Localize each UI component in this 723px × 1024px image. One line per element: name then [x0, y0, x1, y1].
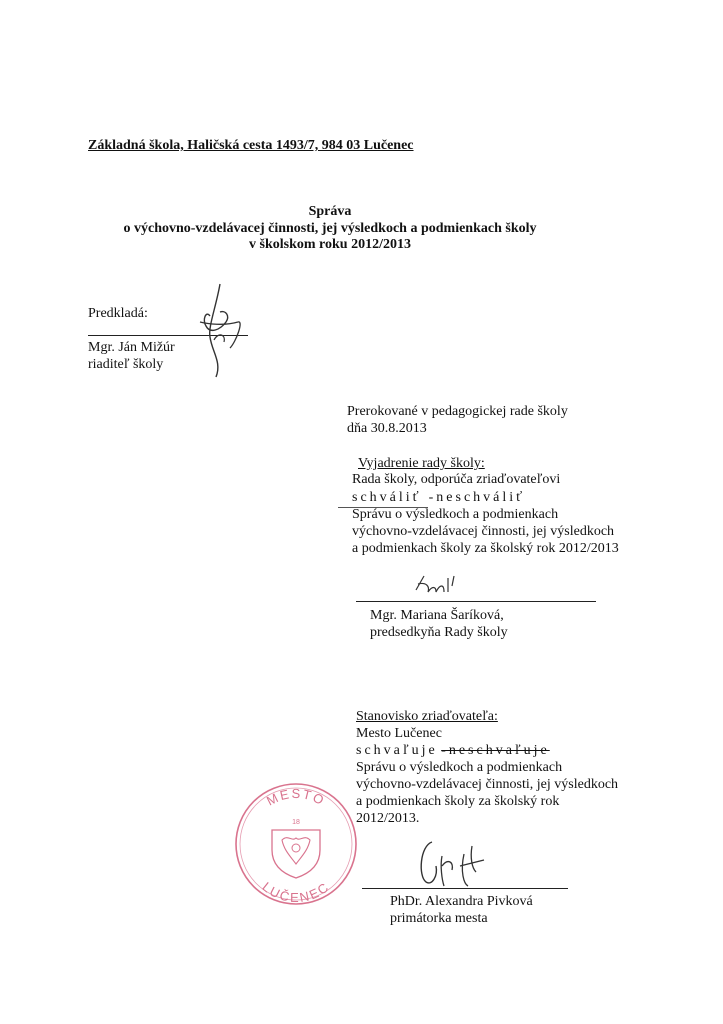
founder-decision — [356, 743, 550, 759]
founder-body-4: 2012/2013. — [356, 811, 420, 826]
submitter-role: riaditeľ školy — [88, 357, 164, 372]
founder-reject-option: -neschvaľuje — [441, 743, 550, 758]
chair-signature — [414, 572, 494, 602]
doc-subtitle: o výchovno-vzdelávacej činnosti, jej výsledkoch a podmienkach školy — [123, 221, 537, 236]
mayor-signature — [412, 836, 502, 896]
mayor-name: PhDr. Alexandra Pivková — [390, 894, 533, 909]
founder-approve-option: schvaľuje — [356, 743, 438, 758]
council-approve-option: schváliť — [352, 490, 422, 505]
founder-body-1: Správu o výsledkoch a podmienkach — [356, 760, 563, 775]
council-body-3: a podmienkach školy za školský rok 2012/2013 — [352, 541, 619, 556]
council-statement-heading: Vyjadrenie rady školy: — [358, 456, 485, 471]
svg-text:MESTO — [264, 786, 328, 809]
stamp-bottom-text: LUČENEC — [259, 878, 333, 906]
mayor-signature-line — [362, 888, 568, 889]
council-decision — [352, 490, 525, 506]
founder-body-3: a podmienkach školy za školský rok — [356, 794, 560, 809]
submitter-signature — [196, 282, 256, 382]
founder-body-2: výchovno-vzdelávacej činnosti, jej výsledkoch — [356, 777, 619, 792]
council-recommends: Rada školy, odporúča zriaďovateľovi — [352, 472, 561, 487]
school-header: Základná škola, Haličská cesta 1493/7, 984 03 Lučenec — [88, 138, 414, 153]
council-discussed: Prerokované v pedagogickej rade školy — [347, 404, 568, 419]
chair-role: predsedkyňa Rady školy — [370, 625, 508, 640]
stamp-top-text: MESTO — [264, 785, 329, 809]
doc-title: Správa — [308, 204, 352, 219]
city-stamp — [232, 780, 362, 910]
svg-text:LUČENEC — [259, 879, 332, 905]
council-reject-option: -neschváliť — [428, 490, 526, 505]
stamp-number: 18 — [292, 819, 300, 826]
council-body-1: Správu o výsledkoch a podmienkach — [352, 507, 559, 522]
council-date: dňa 30.8.2013 — [347, 421, 427, 436]
chair-signature-line — [356, 601, 596, 602]
submitter-name: Mgr. Ján Mižúr — [88, 340, 175, 355]
chair-name: Mgr. Mariana Šaríková, — [370, 608, 504, 623]
doc-school-year: v školskom roku 2012/2013 — [249, 237, 411, 252]
submitted-by-label: Predkladá: — [88, 306, 148, 321]
council-body-2: výchovno-vzdelávacej činnosti, jej výsledkoch — [352, 524, 615, 539]
founder-statement-heading: Stanovisko zriaďovateľa: — [356, 709, 498, 724]
mayor-role: primátorka mesta — [390, 911, 488, 926]
founder-name: Mesto Lučenec — [356, 726, 442, 741]
